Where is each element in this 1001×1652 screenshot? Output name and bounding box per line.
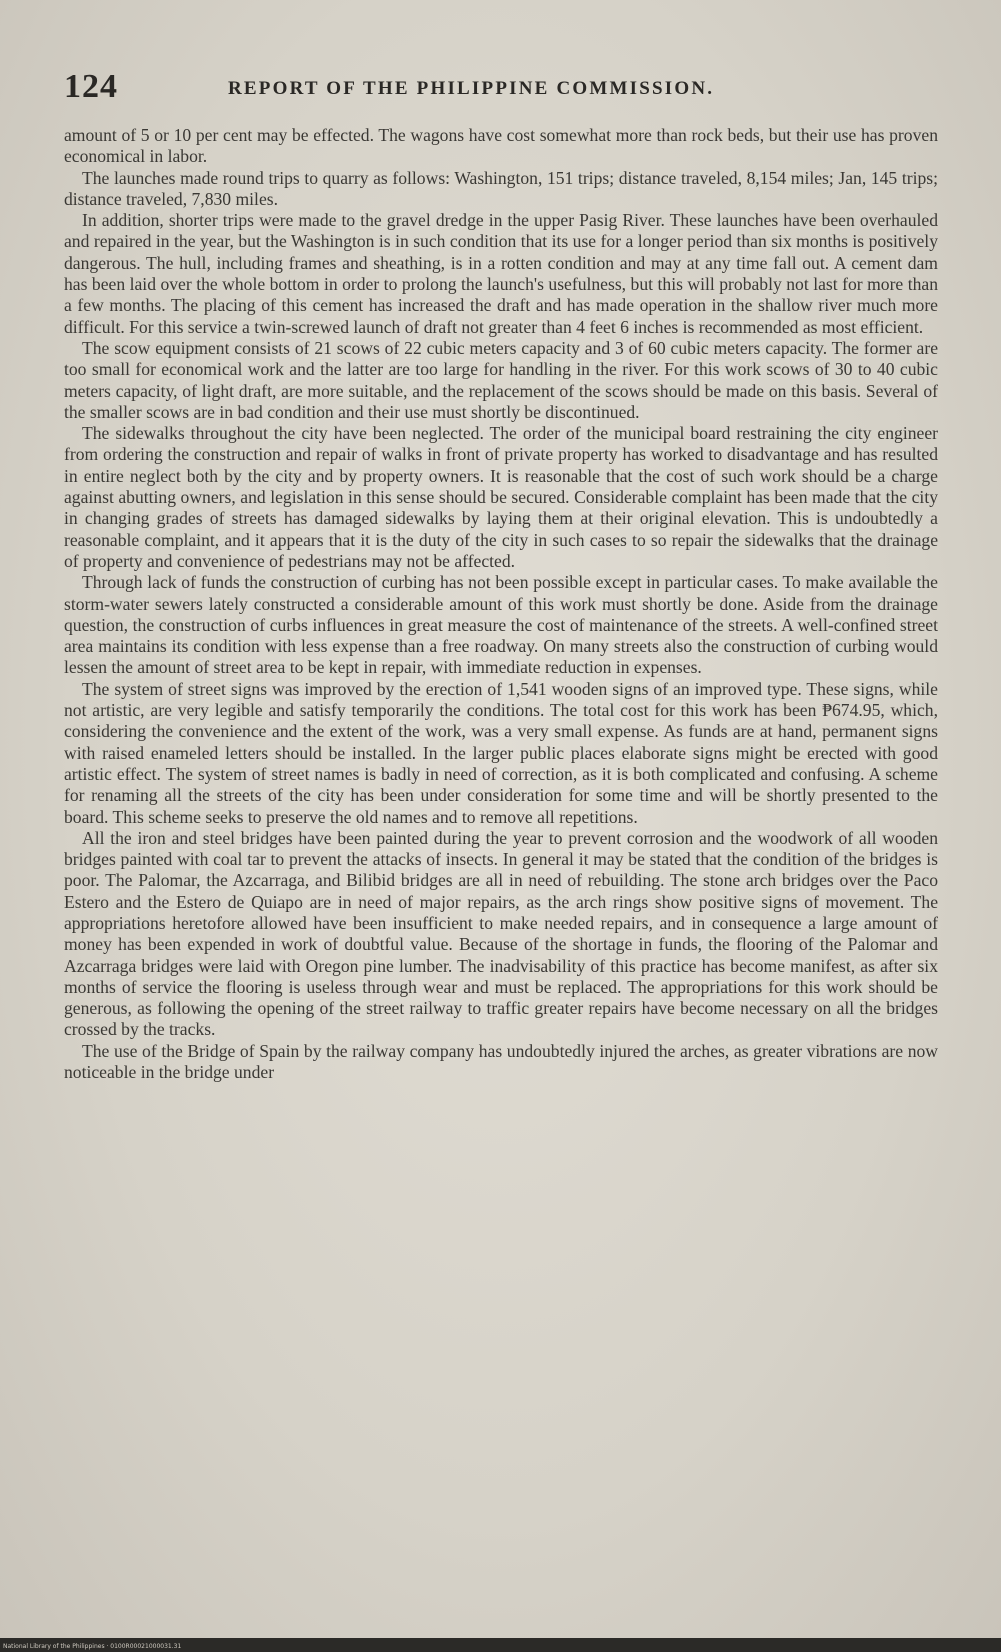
paragraph: The scow equipment consists of 21 scows of 22 cubic meters capacity and 3 of 60 cubic meters capacity. The former are too small for economical work and the latter are too large for handling in the river. For this work scows of 30 to 40 cubic meters capacity, of light draft, are more suitable, and the replacement of the scows should be made on this basis. Several of the smaller scows are in bad condition and their use must shortly be discontinued. — [64, 337, 938, 422]
paragraph: The launches made round trips to quarry as follows: Washington, 151 trips; distance traveled, 8,154 miles; Jan, 145 trips; distance traveled, 7,830 miles. — [64, 167, 938, 209]
page-number: 124 — [64, 68, 118, 105]
paragraph: In addition, shorter trips were made to the gravel dredge in the upper Pasig River. These launches have been overhauled and repaired in the year, but the Washington is in such condition that its use for a longer period than six months is positively dangerous. The hull, including frames and sheathing, is in a rotten condition and may at any time fall out. A cement dam has been laid over the whole bottom in order to prolong the launch's usefulness, but this will probably not last for more than a few months. The placing of this cement has increased the draft and has made operation in the shallow river much more difficult. For this service a twin-screwed launch of draft not greater than 4 feet 6 inches is recommended as most efficient. — [64, 210, 938, 337]
paragraph: Through lack of funds the construction of curbing has not been possible except in particular cases. To make available the storm-water sewers lately constructed a considerable amount of this work must shortly be done. Aside from the drainage question, the construction of curbs influences in great measure the cost of maintenance of the streets. A well-confined street area maintains its condition with less expense than a free roadway. On many streets also the construction of curbing would lessen the amount of street area to be kept in repair, with immediate reduction in expenses. — [64, 572, 938, 678]
scan-footer-text: National Library of the Philippines · 0100R00021000031.31 — [3, 1643, 182, 1650]
paragraph: amount of 5 or 10 per cent may be effected. The wagons have cost somewhat more than rock beds, but their use has proven economical in labor. — [64, 125, 938, 167]
page-header — [64, 68, 936, 108]
paragraph: All the iron and steel bridges have been painted during the year to prevent corrosion and the woodwork of all wooden bridges painted with coal tar to prevent the attacks of insects. In general it may be stated that the condition of the bridges is poor. The Palomar, the Azcarraga, and Bilibid bridges are all in need of rebuilding. The stone arch bridges over the Paco Estero and the Estero de Quiapo are in need of major repairs, as the arch rings show positive signs of movement. The appropriations heretofore allowed have been insufficient to make needed repairs, and in consequence a large amount of money has been expended in work of doubtful value. Because of the shortage in funds, the flooring of the Palomar and Azcarraga bridges were laid with Oregon pine lumber. The inadvisability of this practice has become manifest, as after six months of service the flooring is useless through wear and must be replaced. The appropriations for this work should be generous, as following the opening of the street railway to traffic greater repairs have become necessary on all the bridges crossed by the tracks. — [64, 827, 938, 1040]
body-text — [64, 125, 938, 1083]
paragraph: The sidewalks throughout the city have been neglected. The order of the municipal board restraining the city engineer from ordering the construction and repair of walks in front of private property has worked to disadvantage and has resulted in entire neglect both by the city and by property owners. It is reasonable that the cost of such work should be a charge against abutting owners, and legislation in this sense should be secured. Considerable complaint has been made that the city in changing grades of streets has damaged sidewalks by laying them at their original elevation. This is undoubtedly a reasonable complaint, and it appears that it is the duty of the city in such cases to so repair the sidewalks that the drainage of property and convenience of pedestrians may not be affected. — [64, 423, 938, 571]
paragraph: The system of street signs was improved by the erection of 1,541 wooden signs of an improved type. These signs, while not artistic, are very legible and satisfy temporarily the conditions. The total cost for this work has been ₱674.95, which, considering the convenience and the extent of the work, was a very small expense. As funds are at hand, permanent signs with raised enameled letters should be installed. In the larger public places elaborate signs might be erected with good artistic effect. The system of street names is badly in need of correction, as it is both complicated and confusing. A scheme for renaming all the streets of the city has been under consideration for some time and will be shortly presented to the board. This scheme seeks to preserve the old names and to remove all repetitions. — [64, 678, 938, 827]
scan-footer-strip — [0, 1638, 1001, 1652]
running-head: REPORT OF THE PHILIPPINE COMMISSION. — [228, 78, 715, 99]
paragraph: The use of the Bridge of Spain by the railway company has undoubtedly injured the arches, as greater vibrations are now noticeable in the bridge under — [64, 1040, 938, 1083]
